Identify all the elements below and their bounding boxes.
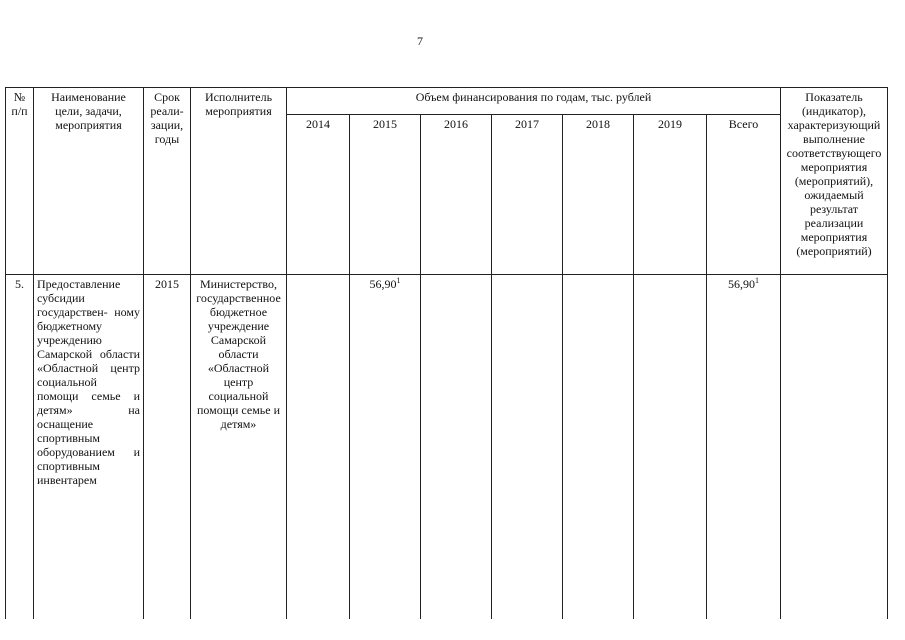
row-indicator [781,275,888,620]
header-row-top [6,88,888,115]
header-num: № п/п [6,88,34,275]
row-executor: Министерство, государственное бюджетное учреждение Самарской области «Областной центр социальной помощи семье и детям» [191,275,287,620]
row-value-2016 [421,275,492,620]
footnote-mark: 1 [755,276,759,285]
header-total: Всего [707,115,781,275]
row-name: Предоставление субсидии государствен- ному бюджетному учреждению Самарской области «Областной центр социальной помощи семье и детям» на оснащение спортивным оборудованием и спортивным инвентарем [34,275,144,620]
header-term: Срок реали- зации, годы [144,88,191,275]
table-row [6,275,888,620]
row-term: 2015 [144,275,191,620]
program-table [5,87,888,619]
header-year-2016: 2016 [421,115,492,275]
header-name: Наименование цели, задачи, мероприятия [34,88,144,275]
row-value-2017 [492,275,563,620]
row-num: 5. [6,275,34,620]
header-year-2018: 2018 [563,115,634,275]
program-table-wrapper [5,87,888,619]
header-executor: Исполнитель мероприятия [191,88,287,275]
header-year-2015: 2015 [350,115,421,275]
footnote-mark: 1 [396,276,401,285]
header-indicator: Показатель (индикатор), характеризующий выполнение соответствующего мероприятия (мероприятий), ожидаемый результат реализации мероприятия (мероприятий) [781,88,888,275]
header-year-2017: 2017 [492,115,563,275]
row-value-2018 [563,275,634,620]
page-number: 7 [417,34,423,48]
row-value-total: 56,90$^1$ [707,275,781,620]
row-value-2019 [634,275,707,620]
header-year-2019: 2019 [634,115,707,275]
header-funding: Объем финансирования по годам, тыс. рублей [287,88,781,115]
row-value-2015: 56,90$^1$ [350,275,421,620]
header-year-2014: 2014 [287,115,350,275]
row-value-2014 [287,275,350,620]
